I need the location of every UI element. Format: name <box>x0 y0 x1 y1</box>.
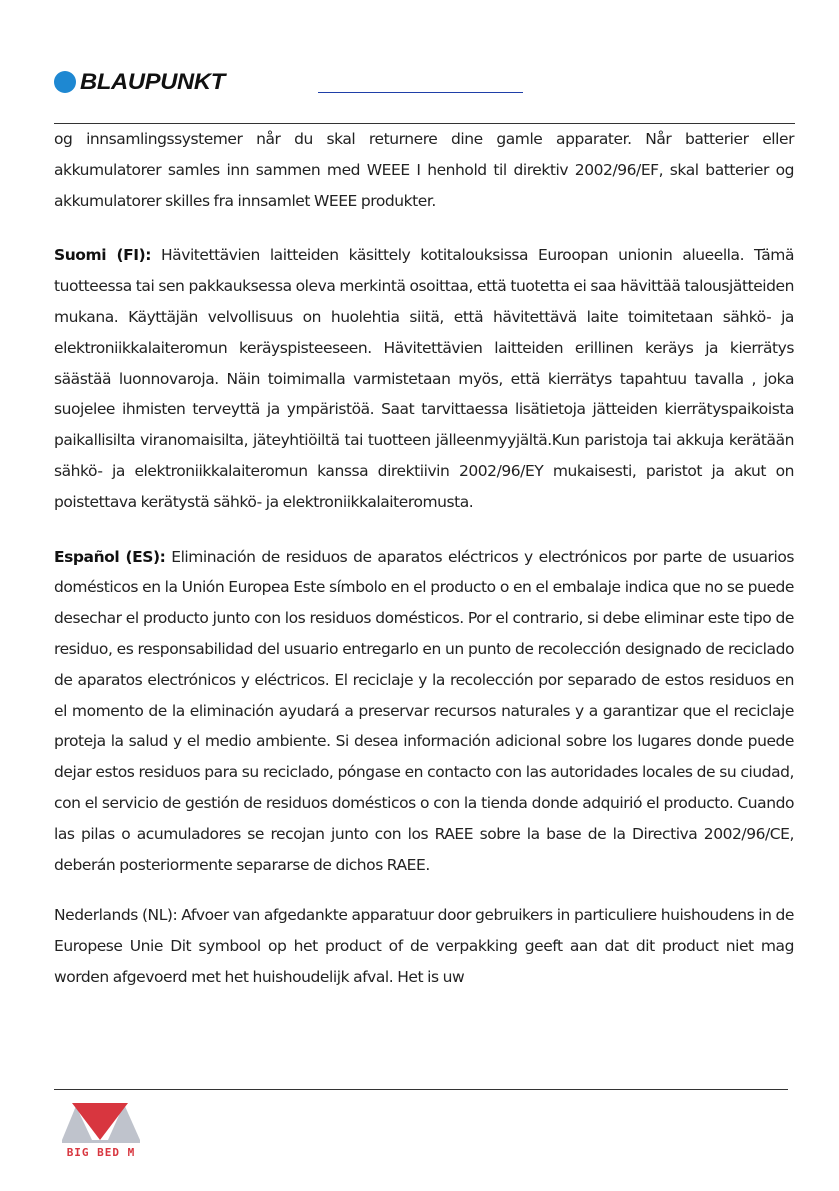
paragraph-finnish <box>54 240 794 517</box>
header-blue-rule <box>318 92 523 93</box>
paragraph-text: Eliminación de residuos de aparatos eléctricos y electrónicos por parte de usuarios domésticos en la Unión Europea Este símbolo en el producto o en el embalaje indica que no se puede desechar el producto junto con los residuos domésticos. Por el contrario, si debe eliminar este tipo de residuo, es responsabilidad del usuario entregarlo en un punto de recolección designado de reciclado de aparatos electrónicos y eléctricos. El reciclaje y la recolección por separado de estos residuos en el momento de la eliminación ayudará a preservar recursos naturales y a garantizar que el reciclaje proteja la salud y el medio ambiente. Si desea información adicional sobre los lugares donde puede dejar estos residuos para su reciclado, póngase en contacto con las autoridades locales de su ciudad, con el servicio de gestión de residuos domésticos o con la tienda donde adquirió el producto. Cuando las pilas o acumuladores se recojan junto con los RAEE sobre la base de la Directiva 2002/96/CE, deberán posteriormente separarse de dichos RAEE. <box>54 547 794 874</box>
language-label-es: Español (ES): <box>54 547 166 566</box>
bigbed-logo-icon <box>58 1100 144 1162</box>
document-body <box>54 124 794 1017</box>
blaupunkt-dot-icon <box>54 71 76 93</box>
brand-name: BLAUPUNKT <box>80 69 225 94</box>
footer-divider <box>54 1089 788 1090</box>
blaupunkt-logo <box>54 69 225 94</box>
paragraph-spanish <box>54 542 794 881</box>
paragraph-dutch <box>54 900 794 992</box>
logo-text: BIG BED M <box>66 1146 136 1159</box>
page-header <box>0 0 839 124</box>
logo-base-bar <box>62 1140 140 1143</box>
language-label-fi: Suomi (FI): <box>54 246 151 265</box>
paragraph-text: Nederlands (NL): Afvoer van afgedankte apparatuur door gebruikers in particuliere huishoudens in de Europese Unie Dit symbool op het product of de verpakking geeft aan dat dit product niet mag worden afgevoerd met het huishoudelijk afval. Het is uw <box>54 906 794 986</box>
paragraph-norwegian-continued <box>54 124 794 216</box>
paragraph-text: og innsamlingssystemer når du skal returnere dine gamle apparater. Når batterier eller akkumulatorer samles inn sammen med WEEE I henhold til direktiv 2002/96/EF, skal batterier og akkumulatorer skilles fra innsamlet WEEE produkter. <box>54 130 794 210</box>
paragraph-text: Hävitettävien laitteiden käsittely kotitalouksissa Euroopan unionin alueella. Tämä tuotteessa tai sen pakkauksessa oleva merkintä osoittaa, että tuotetta ei saa hävittää talousjätteiden mukana. Käyttäjän velvollisuus on huolehtia siitä, että hävitettävä laite toimitetaan sähkö- ja elektroniikkalaiteromun keräyspisteeseen. Hävitettävien laitteiden erillinen keräys ja kierrätys säästää luonnovaroja. Näin toimimalla varmistetaan myös, että kierrätys tapahtuu tavalla , joka suojelee ihmisten terveyttä ja ympäristöä. Saat tarvittaessa lisätietoja jätteiden kierrätyspaikoista paikallisilta viranomaisilta, jäteyhtiöiltä tai tuotteen jälleenmyyjältä.Kun paristoja tai akkuja kerätään sähkö- ja elektroniikkalaiteromun kanssa direktiivin 2002/96/EY mukaisesti, paristot ja akut on poistettava kerätystä sähkö- ja elektroniikkalaiteromusta. <box>54 246 794 511</box>
